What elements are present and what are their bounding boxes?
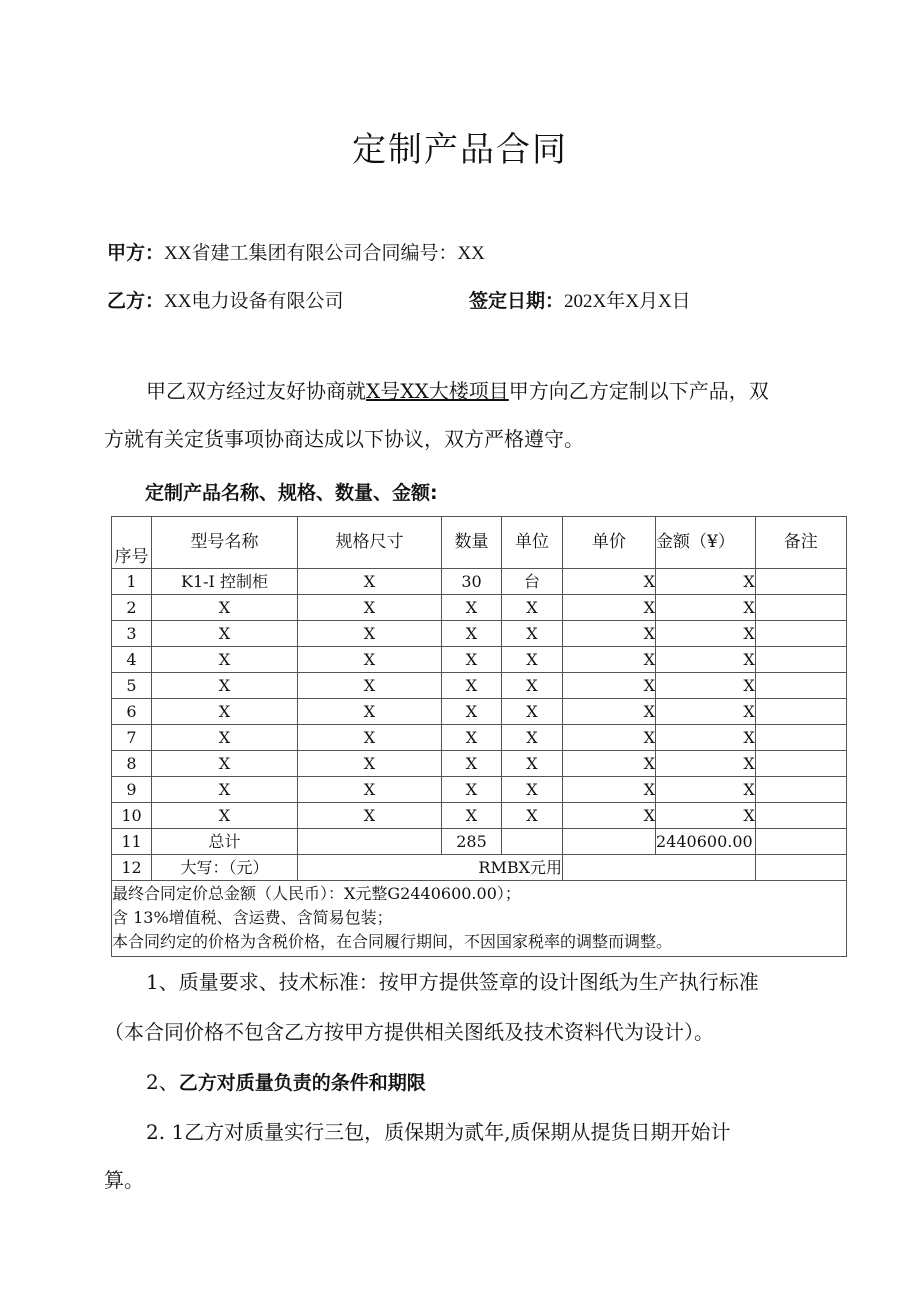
cell-unit: X — [502, 673, 563, 699]
clause-2-heading — [146, 1068, 426, 1097]
cell-spec: X — [298, 803, 442, 829]
cell-note — [755, 777, 846, 803]
cell-qty: X — [442, 595, 502, 621]
cell-spec: X — [298, 673, 442, 699]
cell-seq: 5 — [112, 673, 152, 699]
note-total-price: 最终合同定价总金额（人民币）：X元整G2440600.00）； — [112, 884, 521, 903]
cell-model: X — [152, 673, 298, 699]
table-header-row — [112, 517, 847, 569]
cell-amount: X — [656, 595, 756, 621]
header-model: 型号名称 — [152, 517, 298, 569]
header-amount: 金额（¥） — [656, 517, 756, 569]
cell-amount: X — [656, 751, 756, 777]
intro-line-2: 方就有关定货事项协商达成以下协议，双方严格遵守。 — [104, 427, 584, 451]
total-unit — [502, 829, 563, 855]
cell-unit: X — [502, 777, 563, 803]
cell-model: X — [152, 803, 298, 829]
total-seq: 11 — [112, 829, 152, 855]
cell-seq: 9 — [112, 777, 152, 803]
cell-seq: 7 — [112, 725, 152, 751]
table-row — [112, 595, 847, 621]
cell-model: X — [152, 725, 298, 751]
header-spec: 规格尺寸 — [298, 517, 442, 569]
header-unit: 单位 — [502, 517, 563, 569]
table-row — [112, 673, 847, 699]
capital-seq: 12 — [112, 855, 152, 881]
cell-note — [755, 751, 846, 777]
cell-model: X — [152, 647, 298, 673]
header-price: 单价 — [563, 517, 656, 569]
clause-2-title: 乙方对质量负责的条件和期限 — [178, 1072, 426, 1094]
clause-2-1-line-2: 算。 — [104, 1168, 144, 1192]
cell-model: K1-I 控制柜 — [152, 569, 298, 595]
party-b-label: 乙方： — [107, 290, 165, 312]
clause-1-line-1: 1、质量要求、技术标准：按甲方提供签章的设计图纸为生产执行标准 — [146, 970, 759, 994]
party-a-label: 甲方： — [107, 242, 165, 264]
cell-price: X — [563, 569, 656, 595]
capital-label: 大写：（元） — [152, 855, 298, 881]
cell-amount: X — [656, 647, 756, 673]
table-row — [112, 621, 847, 647]
cell-qty: X — [442, 673, 502, 699]
table-row — [112, 647, 847, 673]
total-qty: 285 — [442, 829, 502, 855]
cell-note — [755, 621, 846, 647]
cell-price: X — [563, 621, 656, 647]
cell-spec: X — [298, 647, 442, 673]
cell-spec: X — [298, 777, 442, 803]
clause-2-1-line-1: 2. 1乙方对质量实行三包，质保期为贰年,质保期从提货日期开始计 — [146, 1120, 731, 1144]
project-name: X号XX大楼项目 — [366, 379, 509, 403]
cell-qty: X — [442, 725, 502, 751]
cell-amount: X — [656, 803, 756, 829]
cell-unit: X — [502, 595, 563, 621]
cell-unit: X — [502, 725, 563, 751]
total-amount: 2440600.00 — [656, 829, 756, 855]
header-note: 备注 — [755, 517, 846, 569]
cell-seq: 8 — [112, 751, 152, 777]
cell-note — [755, 699, 846, 725]
cell-amount: X — [656, 621, 756, 647]
cell-price: X — [563, 725, 656, 751]
document-title: 定制产品合同 — [352, 130, 568, 170]
capital-value: RMBX元用 — [298, 855, 563, 881]
cell-note — [755, 725, 846, 751]
cell-amount: X — [656, 725, 756, 751]
total-note — [755, 829, 846, 855]
cell-qty: X — [442, 777, 502, 803]
cell-note — [755, 647, 846, 673]
header-seq: 序号 — [112, 517, 152, 569]
intro-prefix: 甲乙双方经过友好协商就 — [146, 379, 366, 403]
cell-spec: X — [298, 699, 442, 725]
total-label: 总计 — [152, 829, 298, 855]
cell-price: X — [563, 595, 656, 621]
table-row — [112, 777, 847, 803]
cell-note — [755, 569, 846, 595]
party-a — [107, 238, 485, 265]
note-tax-rate: 本合同约定的价格为含税价格，在合同履行期间，不因国家税率的调整而调整。 — [112, 932, 673, 951]
cell-model: X — [152, 699, 298, 725]
price-notes — [112, 881, 847, 957]
clause-1-line-2: （本合同价格不包含乙方按甲方提供相关图纸及技术资料代为设计）。 — [104, 1020, 714, 1044]
cell-note — [755, 595, 846, 621]
cell-spec: X — [298, 569, 442, 595]
capital-amount-row — [112, 855, 847, 881]
cell-price: X — [563, 803, 656, 829]
cell-note — [755, 803, 846, 829]
cell-model: X — [152, 595, 298, 621]
cell-qty: X — [442, 751, 502, 777]
table-row — [112, 569, 847, 595]
cell-model: X — [152, 621, 298, 647]
table-row — [112, 803, 847, 829]
sign-date — [469, 286, 691, 313]
cell-spec: X — [298, 725, 442, 751]
cell-unit: X — [502, 699, 563, 725]
cell-amount: X — [656, 699, 756, 725]
party-b-value: XX电力设备有限公司 — [164, 291, 344, 312]
cell-seq: 3 — [112, 621, 152, 647]
cell-amount: X — [656, 673, 756, 699]
cell-model: X — [152, 777, 298, 803]
cell-model: X — [152, 751, 298, 777]
cell-seq: 2 — [112, 595, 152, 621]
cell-note — [755, 673, 846, 699]
cell-unit: X — [502, 803, 563, 829]
cell-unit: X — [502, 621, 563, 647]
cell-unit: 台 — [502, 569, 563, 595]
notes-row — [112, 881, 847, 957]
party-b — [107, 286, 343, 313]
cell-unit: X — [502, 751, 563, 777]
cell-price: X — [563, 699, 656, 725]
note-tax-included: 含 13%增值税、含运费、含简易包装； — [112, 908, 393, 927]
cell-spec: X — [298, 751, 442, 777]
sign-date-label: 签定日期： — [469, 290, 565, 312]
total-spec — [298, 829, 442, 855]
sign-date-value: 202X年X月X日 — [564, 291, 691, 312]
cell-price: X — [563, 777, 656, 803]
cell-unit: X — [502, 647, 563, 673]
cell-qty: 30 — [442, 569, 502, 595]
intro-suffix: 甲方向乙方定制以下产品，双 — [508, 379, 769, 403]
capital-amount — [563, 855, 756, 881]
capital-note — [755, 855, 846, 881]
cell-seq: 4 — [112, 647, 152, 673]
product-table — [111, 516, 847, 957]
cell-price: X — [563, 751, 656, 777]
header-qty: 数量 — [442, 517, 502, 569]
cell-qty: X — [442, 803, 502, 829]
cell-qty: X — [442, 647, 502, 673]
cell-seq: 6 — [112, 699, 152, 725]
cell-spec: X — [298, 595, 442, 621]
clause-2-number: 2、 — [146, 1070, 179, 1094]
total-row — [112, 829, 847, 855]
total-price — [563, 829, 656, 855]
party-a-value: XX省建工集团有限公司合同编号：XX — [164, 243, 485, 264]
cell-seq: 1 — [112, 569, 152, 595]
cell-spec: X — [298, 621, 442, 647]
table-row — [112, 699, 847, 725]
table-row — [112, 751, 847, 777]
cell-amount: X — [656, 569, 756, 595]
cell-amount: X — [656, 777, 756, 803]
intro-line-1 — [146, 377, 769, 405]
cell-qty: X — [442, 621, 502, 647]
cell-price: X — [563, 673, 656, 699]
cell-qty: X — [442, 699, 502, 725]
table-row — [112, 725, 847, 751]
cell-seq: 10 — [112, 803, 152, 829]
table-heading: 定制产品名称、规格、数量、金额: — [145, 482, 438, 504]
cell-price: X — [563, 647, 656, 673]
